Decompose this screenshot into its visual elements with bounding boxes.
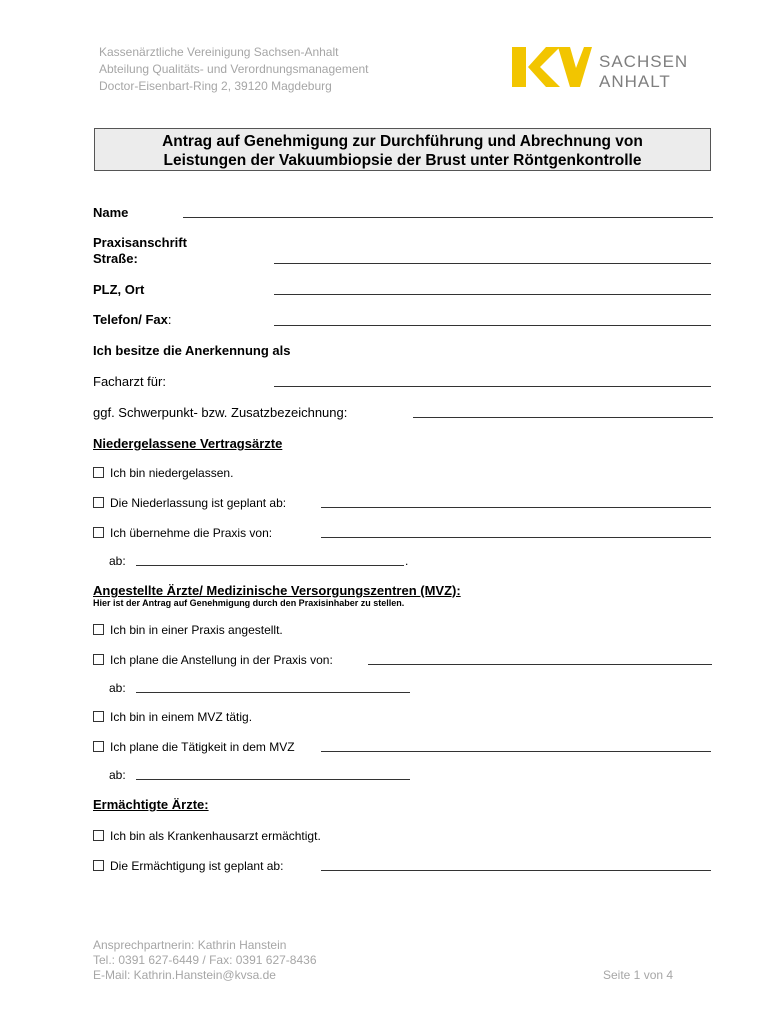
mvz-geplant-option[interactable]: Ich plane die Tätigkeit in dem MVZ	[93, 739, 295, 755]
praxis-angestellt-option[interactable]: Ich bin in einer Praxis angestellt.	[93, 622, 283, 638]
checkbox-icon[interactable]	[93, 497, 104, 508]
checkbox-icon[interactable]	[93, 830, 104, 841]
kvsa-logo-icon	[512, 44, 592, 90]
schwerpunkt-label: ggf. Schwerpunkt- bzw. Zusatzbezeichnung:	[93, 405, 348, 420]
anstellung-praxis-field[interactable]	[368, 664, 712, 665]
org-address: Doctor-Eisenbart-Ring 2, 39120 Magdeburg	[99, 79, 332, 93]
angestellte-note: Hier ist der Antrag auf Genehmigung durch den Praxisinhaber zu stellen.	[93, 598, 405, 608]
mvz-taetig-option[interactable]: Ich bin in einem MVZ tätig.	[93, 709, 252, 725]
krankenhausarzt-option[interactable]: Ich bin als Krankenhausarzt ermächtigt.	[93, 828, 321, 844]
anstellung-ab-field[interactable]	[136, 692, 410, 693]
niederlassung-date-field[interactable]	[321, 507, 711, 508]
footer-contact: Ansprechpartnerin: Kathrin Hanstein	[93, 938, 287, 952]
facharzt-label: Facharzt für:	[93, 374, 166, 389]
anstellung-geplant-option[interactable]: Ich plane die Anstellung in der Praxis von:	[93, 652, 333, 668]
telefon-field[interactable]	[274, 325, 711, 326]
logo-text-anhalt: ANHALT	[599, 72, 671, 91]
niederlassung-geplant-option[interactable]: Die Niederlassung ist geplant ab:	[93, 495, 286, 511]
praxisanschrift-label: Praxisanschrift	[93, 235, 187, 250]
uebernahme-ab-period: .	[405, 554, 409, 568]
checkbox-icon[interactable]	[93, 654, 104, 665]
niedergelassen-option[interactable]: Ich bin niedergelassen.	[93, 465, 233, 481]
checkbox-icon[interactable]	[93, 860, 104, 871]
strasse-label: Straße:	[93, 251, 138, 266]
anerkennung-label: Ich besitze die Anerkennung als	[93, 343, 291, 358]
niedergelassene-heading: Niedergelassene Vertragsärzte	[93, 436, 283, 451]
plz-ort-field[interactable]	[274, 294, 711, 295]
org-name: Kassenärztliche Vereinigung Sachsen-Anhalt	[99, 45, 339, 59]
praxis-uebernahme-option[interactable]: Ich übernehme die Praxis von:	[93, 525, 272, 541]
title-line2: Leistungen der Vakuumbiopsie der Brust unter Röntgenkontrolle	[163, 152, 642, 169]
ermaechtigung-date-field[interactable]	[321, 870, 711, 871]
strasse-field[interactable]	[274, 263, 711, 264]
praxis-uebernahme-field[interactable]	[321, 537, 711, 538]
checkbox-icon[interactable]	[93, 624, 104, 635]
uebernahme-ab-label: ab:	[109, 554, 126, 568]
angestellte-heading: Angestellte Ärzte/ Medizinische Versorgungszentren (MVZ):	[93, 583, 461, 598]
mvz-field[interactable]	[321, 751, 711, 752]
mvz-ab-field[interactable]	[136, 779, 410, 780]
anstellung-ab-label: ab:	[109, 681, 126, 695]
footer-email: E-Mail: Kathrin.Hanstein@kvsa.de	[93, 968, 276, 982]
title-box	[94, 128, 711, 171]
checkbox-icon[interactable]	[93, 467, 104, 478]
name-field[interactable]	[183, 217, 713, 218]
schwerpunkt-field[interactable]	[413, 417, 713, 418]
uebernahme-ab-field[interactable]	[136, 565, 404, 566]
mvz-ab-label: ab:	[109, 768, 126, 782]
checkbox-icon[interactable]	[93, 711, 104, 722]
title-line1: Antrag auf Genehmigung zur Durchführung und Abrechnung von	[162, 133, 643, 150]
checkbox-icon[interactable]	[93, 741, 104, 752]
checkbox-icon[interactable]	[93, 527, 104, 538]
org-department: Abteilung Qualitäts- und Verordnungsmanagement	[99, 62, 369, 76]
footer-phone: Tel.: 0391 627-6449 / Fax: 0391 627-8436	[93, 953, 317, 967]
page-number: Seite 1 von 4	[603, 968, 674, 982]
name-label: Name	[93, 205, 129, 220]
telefon-label: Telefon/ Fax:	[93, 312, 172, 327]
plz-ort-label: PLZ, Ort	[93, 282, 145, 297]
ermaechtigung-geplant-option[interactable]: Die Ermächtigung ist geplant ab:	[93, 858, 283, 874]
ermaechtigte-heading: Ermächtigte Ärzte:	[93, 797, 209, 812]
facharzt-field[interactable]	[274, 386, 711, 387]
logo-text-sachsen: SACHSEN	[599, 52, 689, 71]
